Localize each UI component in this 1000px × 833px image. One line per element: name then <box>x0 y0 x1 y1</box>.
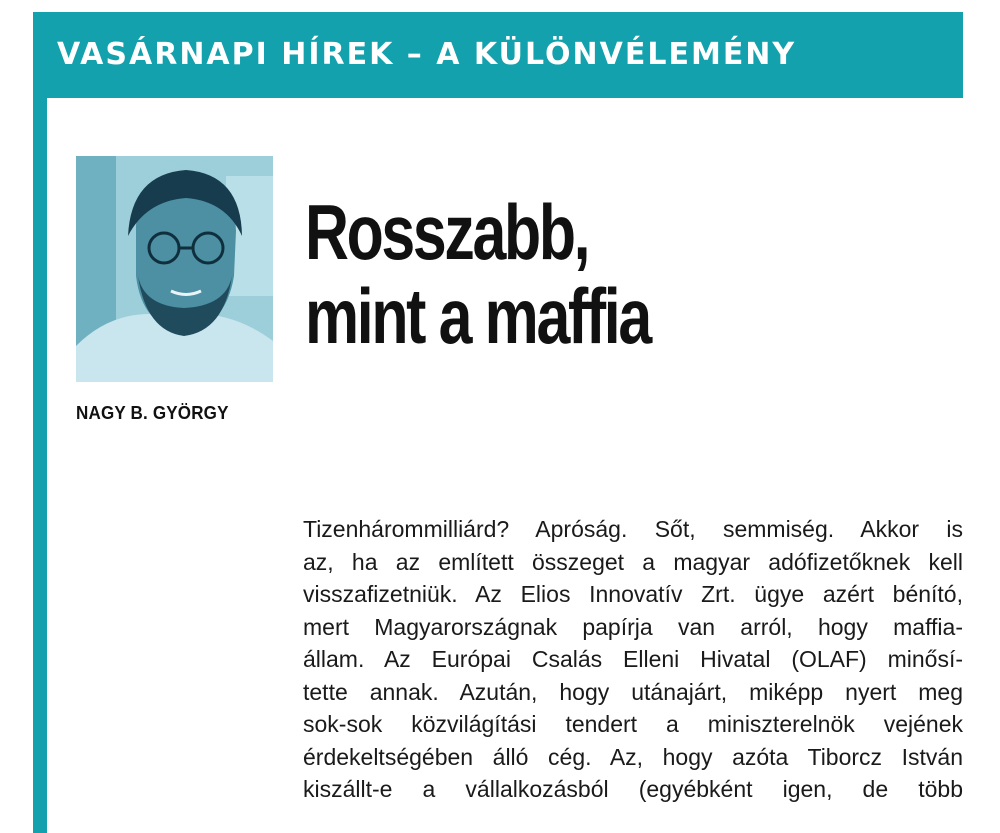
body-line: Tizenhárommilliárd? Apróság. Sőt, semmiség. Akkor is <box>303 516 963 542</box>
body-line: kiszállt-e a vállalkozásból (egyébként igen, de több <box>303 776 963 802</box>
article-body <box>303 513 963 806</box>
author-portrait <box>76 156 273 382</box>
section-banner <box>33 12 963 98</box>
body-line: visszafizetniük. Az Elios Innovatív Zrt. ügye azért bénító, <box>303 581 963 607</box>
body-line: sok-sok közvilágítási tendert a miniszterelnök vejének <box>303 711 963 737</box>
headline-line: Rosszabb, <box>305 188 589 276</box>
body-line: az, ha az említett összeget a magyar adófizetőknek kell <box>303 548 963 575</box>
accent-rule <box>33 12 47 833</box>
body-line: állam. Az Európai Csalás Elleni Hivatal (OLAF) minősí- <box>303 646 963 672</box>
author-byline: NAGY B. GYÖRGY <box>76 402 229 423</box>
body-line: mert Magyarországnak papírja van arról, hogy maffia- <box>303 613 963 640</box>
article-headline <box>305 190 812 358</box>
body-line: tette annak. Azután, hogy utánajárt, miképp nyert meg <box>303 678 963 705</box>
section-title: VASÁRNAPI HÍREK – A KÜLÖNVÉLEMÉNY <box>57 37 797 72</box>
headline-line: mint a maffia <box>305 272 650 360</box>
body-line: érdekeltségében álló cég. Az, hogy azóta Tiborcz István <box>303 743 963 770</box>
